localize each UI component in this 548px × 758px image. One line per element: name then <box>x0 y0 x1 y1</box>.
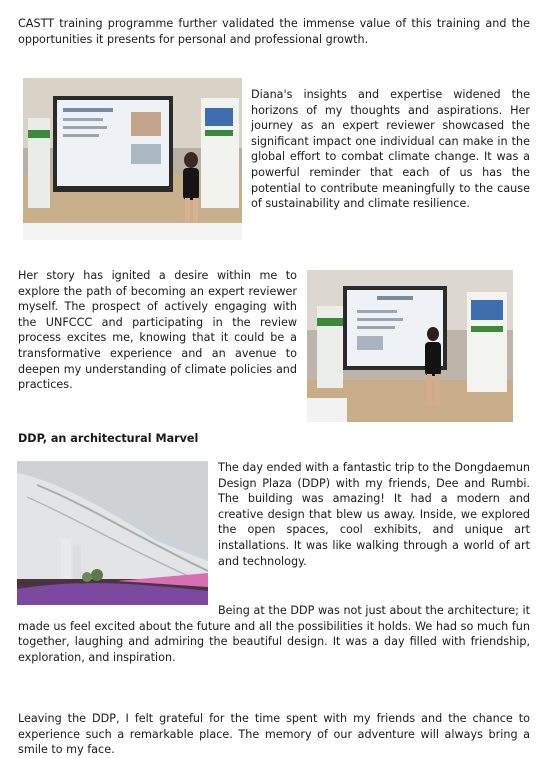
ddp-heading: DDP, an architectural Marvel <box>18 432 199 445</box>
being-paragraph: Being at the DDP was not just about the architecture; it made us feel excited about the future and all the possibilities it holds. We had so much fun together, laughing and admiring the beautiful design. It was a day filled with friendship, exploration, and inspiration. <box>18 604 530 664</box>
story-paragraph: Her story has ignited a desire within me to explore the path of becoming an expert reviewer myself. The prospect of actively engaging with the UNFCCC and participating in the review process excites me, knowing that it could be a transformative experience and an avenue to deepen my understanding of climate policies and practices. <box>18 269 297 392</box>
leaving-paragraph: Leaving the DDP, I felt grateful for the time spent with my friends and the chance to experience such a remarkable place. The memory of our adventure will always bring a smile to my face. <box>18 712 530 757</box>
presentation-photo-2 <box>307 270 513 422</box>
intro-paragraph: CASTT training programme further validated the immense value of this training and the opportunities it presents for personal and professional growth. <box>18 17 530 46</box>
presentation-photo-1 <box>23 78 242 240</box>
trip-paragraph: The day ended with a fantastic trip to the Dongdaemun Design Plaza (DDP) with my friends, Dee and Rumbi. The building was amazing! It had a modern and creative design that blew us away. Inside, we explored the open spaces, cool exhibits, and unique art installations. It was like walking through a world of art and technology. <box>218 461 530 568</box>
ddp-photo <box>17 461 208 605</box>
diana-paragraph: Diana's insights and expertise widened the horizons of my thoughts and aspirations. Her journey as an expert reviewer showcased the significant impact one individual can make in the global effort to combat climate change. It was a powerful reminder that each of us has the potential to contribute meaningfully to the cause of sustainability and climate resilience. <box>251 88 530 211</box>
